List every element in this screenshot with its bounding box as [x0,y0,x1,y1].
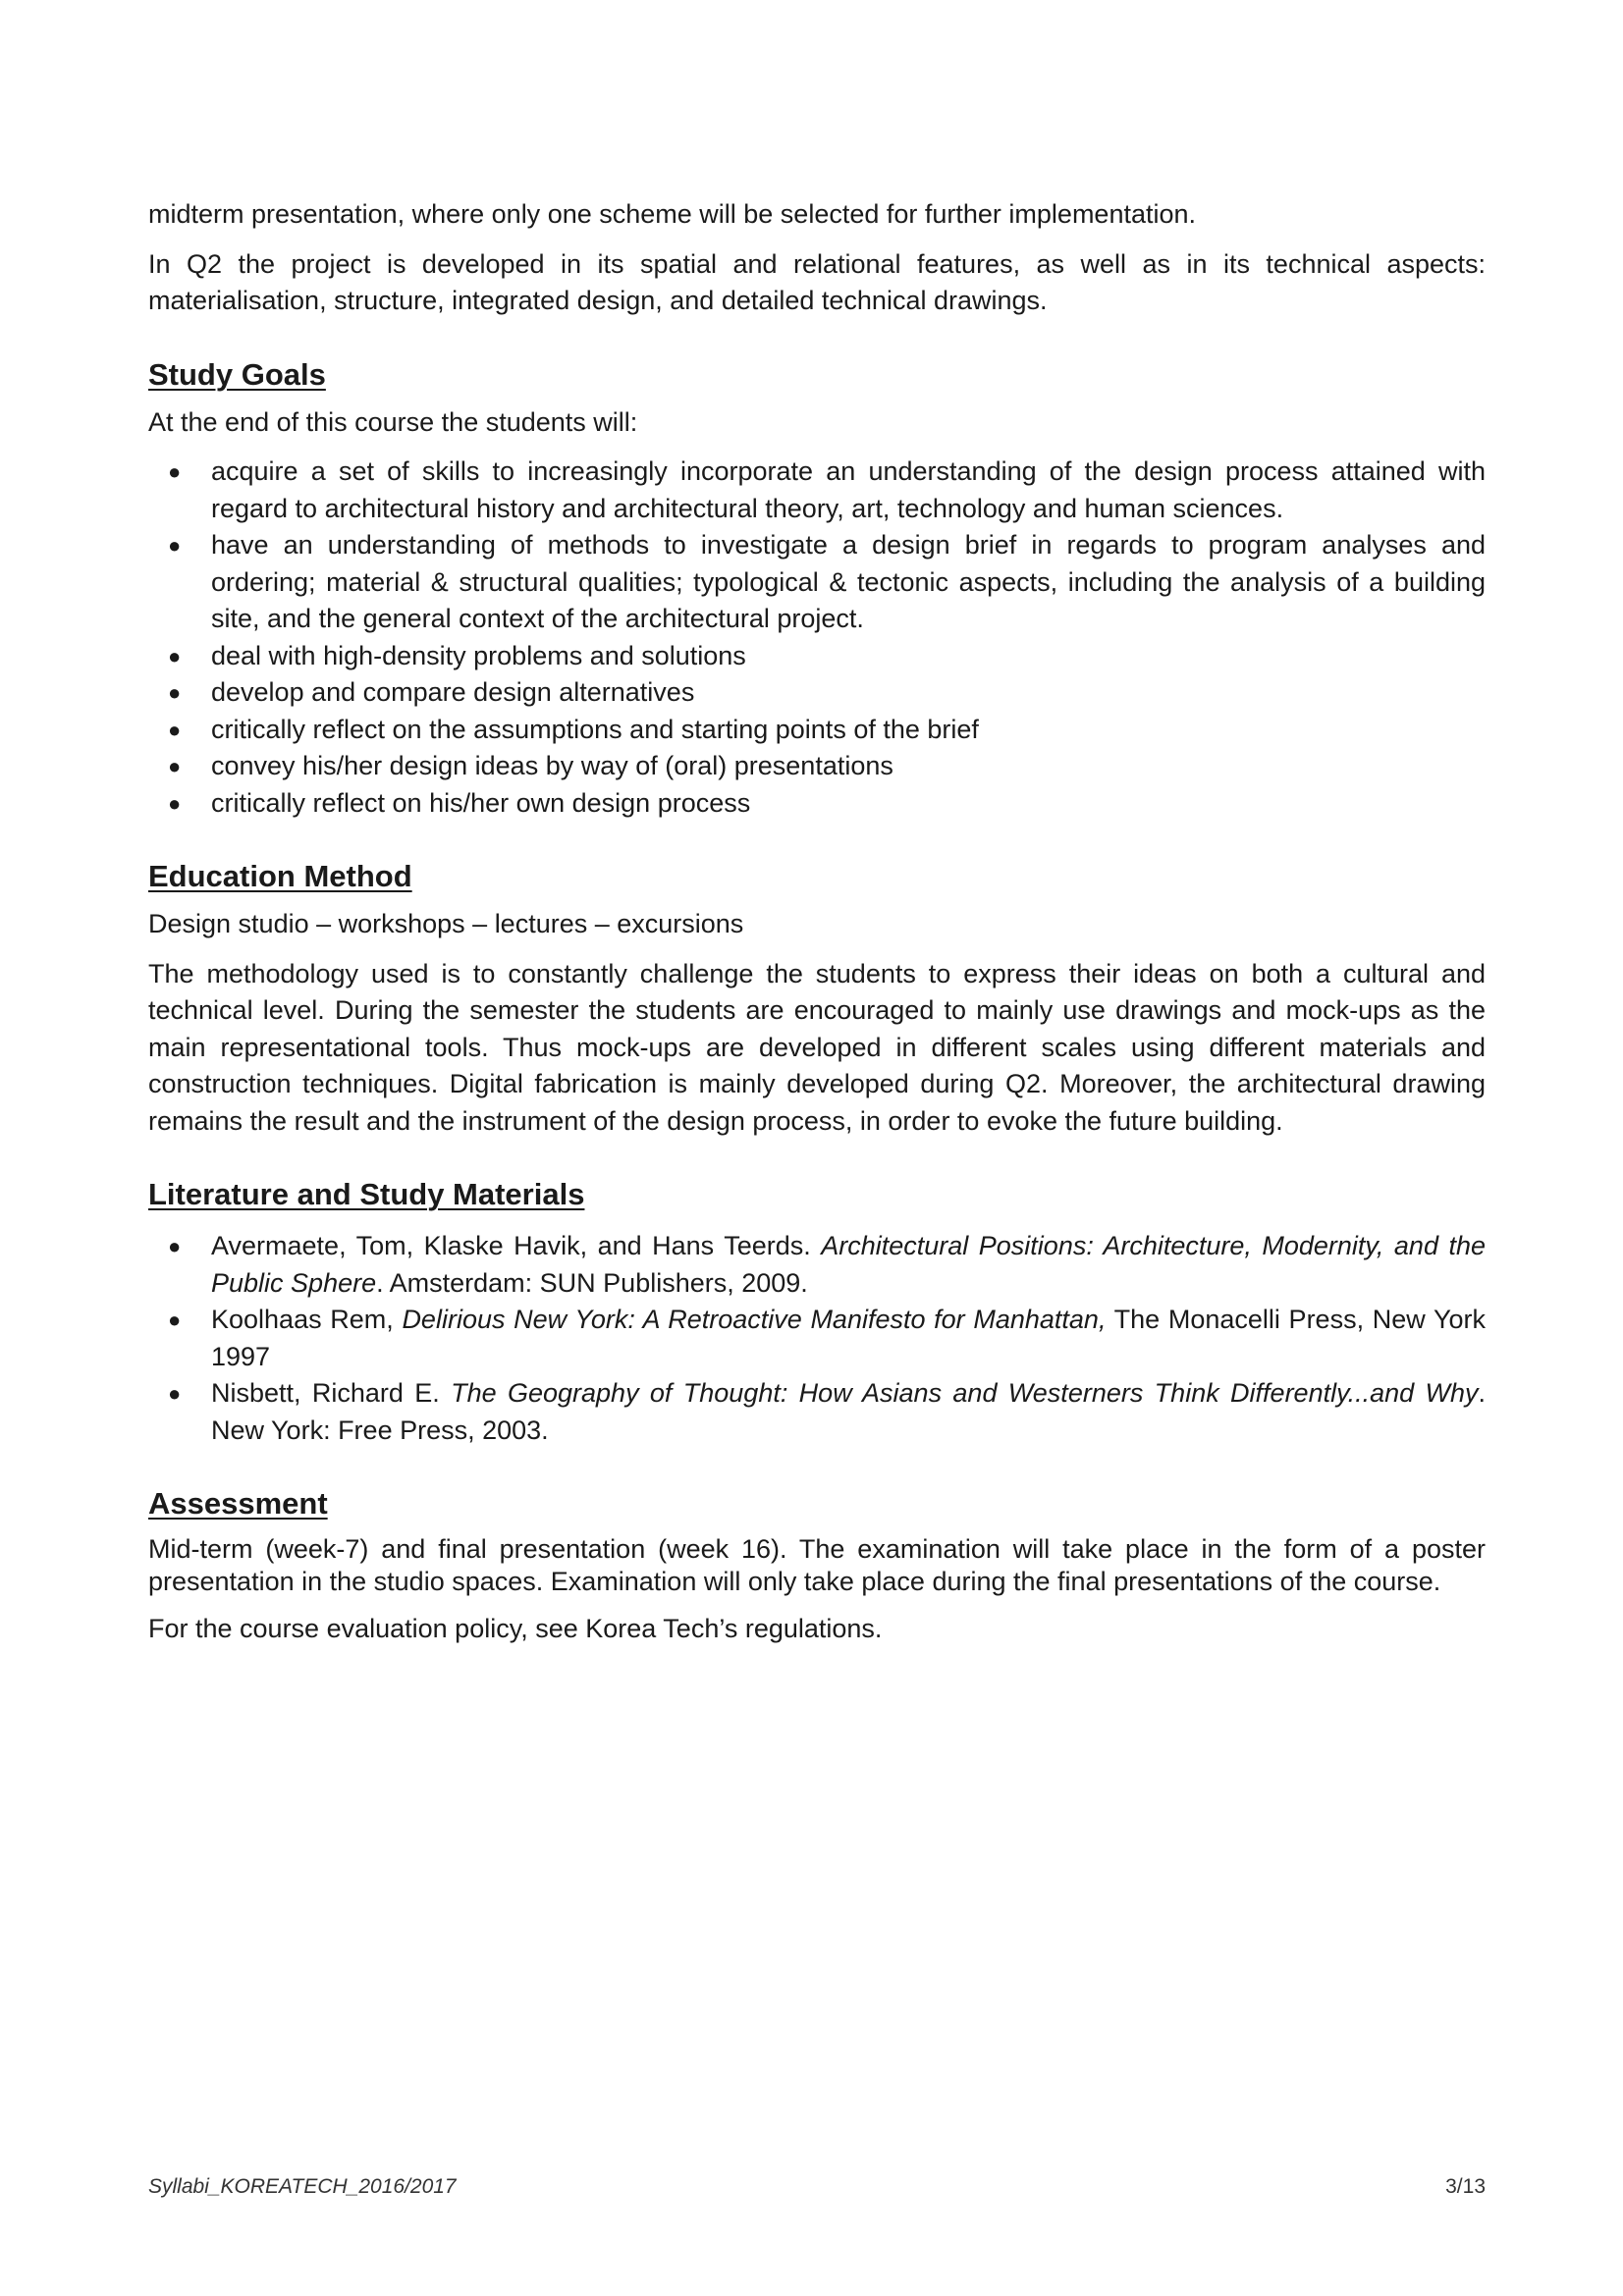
education-method-heading: Education Method [148,859,412,893]
list-item: ● have an understanding of methods to investigate a design brief in regards to program analyses and ordering; material & structural qualities; typological & tectonic aspects, including the analysis of a building site, and the general context of the architectural project. [148,527,1486,638]
study-goals-list [148,454,1486,822]
list-item: ● Avermaete, Tom, Klaske Havik, and Hans Teerds. Architectural Positions: Architecture, Modernity, and the Public Sphere. Amsterdam: SUN Publishers, 2009. [148,1228,1486,1302]
bullet-icon: ● [168,1308,182,1332]
literature-section [148,1175,1486,1449]
education-method-section [148,857,1486,1140]
bullet-icon: ● [168,533,182,558]
footer-page-number: 3/13 [1445,2175,1486,2198]
assessment-paragraph-1: Mid-term (week-7) and final presentation (week 16). The examination will take place in the form of a poster presentation in the studio spaces. Examination will only take place during the final presentations of the course. [148,1534,1486,1596]
list-item: ● Koolhaas Rem, Delirious New York: A Retroactive Manifesto for Manhattan, The Monacelli Press, New York 1997 [148,1302,1486,1375]
intro-paragraph-2: In Q2 the project is developed in its spatial and relational features, as well as in its technical aspects: materialisation, structure, integrated design, and detailed technical drawings. [148,248,1486,315]
bullet-icon: ● [168,790,182,816]
book-title: The Geography of Thought: How Asians and Westerners Think Differently...and Why [451,1378,1479,1408]
list-item: ● develop and compare design alternatives [148,674,1486,712]
assessment-heading: Assessment [148,1486,328,1521]
literature-heading: Literature and Study Materials [148,1177,585,1211]
bullet-icon: ● [168,1381,182,1406]
study-goals-intro: At the end of this course the students will: [148,406,638,437]
education-method-paragraph: The methodology used is to constantly challenge the students to express their ideas on both a cultural and technical level. During the semester the students are encouraged to mainly use drawings and mock-ups as the main representational tools. Thus mock-ups are developed in different scales using different materials and construction techniques. Digital fabrication is mainly developed during Q2. Moreover, the architectural drawing remains the result and the instrument of the design process, in order to evoke the future building. [148,958,1486,1136]
assessment-section [148,1484,1486,1648]
list-item: ● deal with high-density problems and solutions [148,638,1486,675]
list-item: ● convey his/her design ideas by way of (oral) presentations [148,748,1486,785]
bullet-icon: ● [168,459,182,484]
study-goals-section [148,355,1486,823]
book-title: Delirious New York: A Retroactive Manifesto for Manhattan, [402,1305,1107,1334]
bullet-icon: ● [168,1234,182,1258]
study-goals-heading: Study Goals [148,356,326,392]
list-item: ● acquire a set of skills to increasingly incorporate an understanding of the design process attained with regard to architectural history and architectural theory, art, technology and human sciences. [148,454,1486,527]
bullet-icon: ● [168,643,182,668]
education-method-line: Design studio – workshops – lectures – excursions [148,909,744,938]
page-content [148,196,1486,1648]
list-item: ● critically reflect on his/her own design process [148,785,1486,823]
intro-paragraph-1: midterm presentation, where only one scheme will be selected for further implementation. [148,199,1197,229]
bullet-icon: ● [168,680,182,705]
book-title: Architectural Positions: Architecture, Modernity, and the Public Sphere [211,1231,1486,1298]
bullet-icon: ● [168,754,182,778]
literature-list [148,1228,1486,1449]
list-item: ● critically reflect on the assumptions and starting points of the brief [148,712,1486,749]
list-item: ● Nisbett, Richard E. The Geography of Thought: How Asians and Westerners Think Differently...and Why. New York: Free Press, 2003. [148,1375,1486,1449]
bullet-icon: ● [168,717,182,742]
footer-document-name: Syllabi_KOREATECH_2016/2017 [148,2175,457,2198]
assessment-paragraph-2: For the course evaluation policy, see Korea Tech’s regulations. [148,1614,883,1643]
